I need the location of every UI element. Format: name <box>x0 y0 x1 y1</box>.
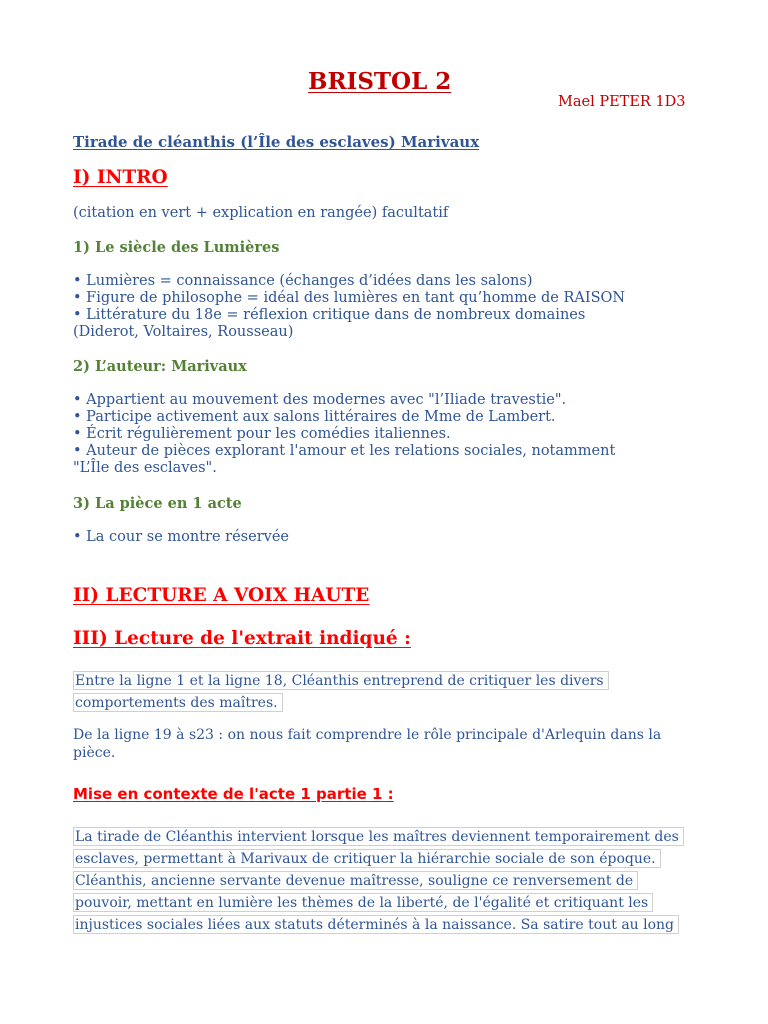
list-item: (Diderot, Voltaires, Rousseau) <box>73 324 294 340</box>
heading-intro: I) INTRO <box>73 167 168 188</box>
list-item: "L’Île des esclaves". <box>73 460 217 476</box>
list-item: • Lumières = connaissance (échanges d’idées dans les salons) <box>73 273 533 289</box>
paragraph-line: De la ligne 19 à s23 : on nous fait comprendre le rôle principale d'Arlequin dans la <box>73 727 662 743</box>
document-subtitle: Tirade de cléanthis (l’Île des esclaves) Marivaux <box>73 133 480 151</box>
list-item: • La cour se montre réservée <box>73 529 289 545</box>
boxed-line: La tirade de Cléanthis intervient lorsque les maîtres deviennent temporairement des <box>73 827 684 846</box>
author-line: Mael PETER 1D3 <box>558 94 686 110</box>
heading-lumieres: 1) Le siècle des Lumières <box>73 239 280 256</box>
heading-piece: 3) La pièce en 1 acte <box>73 495 242 512</box>
heading-contexte: Mise en contexte de l'acte 1 partie 1 : <box>73 785 394 803</box>
list-item: • Figure de philosophe = idéal des lumières en tant qu’homme de RAISON <box>73 290 626 306</box>
list-item: • Participe activement aux salons littéraires de Mme de Lambert. <box>73 409 556 425</box>
boxed-line: esclaves, permettant à Marivaux de critiquer la hiérarchie sociale de son époque. <box>73 849 661 868</box>
paragraph-line: pièce. <box>73 745 116 761</box>
boxed-line: Cléanthis, ancienne servante devenue maîtresse, souligne ce renversement de <box>73 871 638 890</box>
boxed-line: comportements des maîtres. <box>73 693 283 712</box>
document-title: BRISTOL 2 <box>308 68 452 95</box>
list-item: • Littérature du 18e = réflexion critique dans de nombreux domaines <box>73 307 586 323</box>
list-item: • Appartient au mouvement des modernes avec "l’Iliade travestie". <box>73 392 567 408</box>
heading-auteur: 2) L’auteur: Marivaux <box>73 358 247 375</box>
heading-extrait: III) Lecture de l'extrait indiqué : <box>73 628 411 649</box>
list-item: • Écrit régulièrement pour les comédies italiennes. <box>73 426 451 442</box>
list-item: • Auteur de pièces explorant l'amour et les relations sociales, notamment <box>73 443 616 459</box>
intro-note: (citation en vert + explication en rangée) facultatif <box>73 205 449 221</box>
boxed-line: pouvoir, mettant en lumière les thèmes de la liberté, de l'égalité et critiquant les <box>73 893 653 912</box>
boxed-line: injustices sociales liées aux statuts déterminés à la naissance. Sa satire tout au long <box>73 915 679 934</box>
heading-lecture: II) LECTURE A VOIX HAUTE <box>73 585 370 606</box>
boxed-line: Entre la ligne 1 et la ligne 18, Cléanthis entreprend de critiquer les divers <box>73 671 609 690</box>
